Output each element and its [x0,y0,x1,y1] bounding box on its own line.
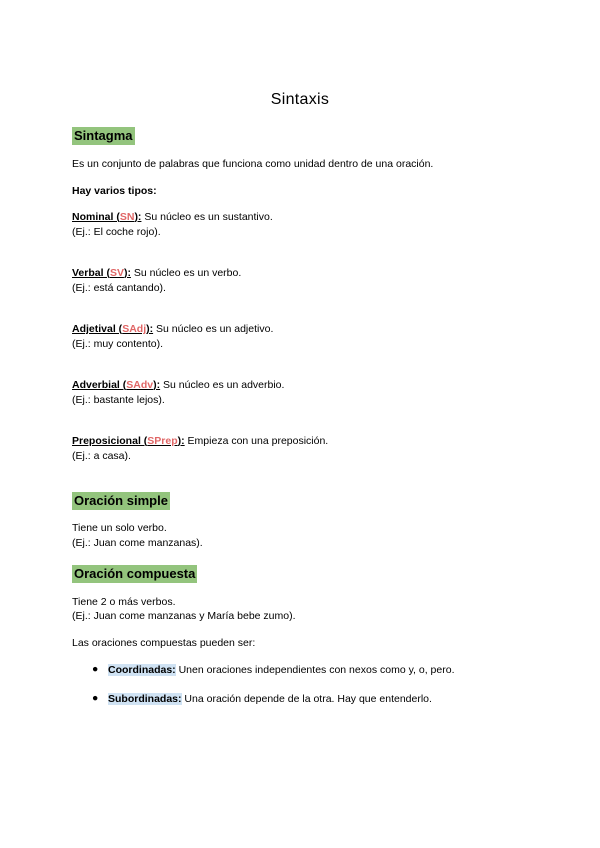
heading-oracion-simple: Oración simple [74,493,168,508]
compuesta-line2: (Ej.: Juan come manzanas y María bebe zumo). [72,610,296,622]
types-intro: Hay varios tipos: [72,185,157,197]
type-preposicional: Preposicional (SPrep): Empieza con una preposición. [72,435,329,447]
example-preposicional: (Ej.: a casa). [72,450,131,462]
heading-sintagma: Sintagma [74,128,133,143]
abbr-sv: SV [109,267,124,279]
type-adjetival: Adjetival (SAdj): Su núcleo es un adjetivo. [72,323,274,335]
compuesta-line1: Tiene 2 o más verbos. [72,596,176,608]
bullet-dot: ● [92,692,99,704]
page-title: Sintaxis [270,91,330,108]
simple-line2: (Ej.: Juan come manzanas). [72,537,203,549]
abbr-sprep: SPrep [147,435,178,447]
heading-oracion-compuesta: Oración compuesta [74,566,196,581]
abbr-sn: SN [119,211,135,223]
type-verbal: Verbal (SV): Su núcleo es un verbo. [72,267,242,279]
example-adjetival: (Ej.: muy contento). [72,338,164,350]
sintagma-definition: Es un conjunto de palabras que funciona como unidad dentro de una oración. [72,158,434,170]
list-item-subordinadas: Subordinadas: Una oración depende de la otra. Hay que entenderlo. [108,693,432,705]
example-adverbial: (Ej.: bastante lejos). [72,394,165,406]
abbr-sadv: SAdv [126,379,154,391]
example-verbal: (Ej.: está cantando). [72,282,166,294]
type-adverbial: Adverbial (SAdv): Su núcleo es un adverbio. [72,379,285,391]
example-nominal: (Ej.: El coche rojo). [72,226,161,238]
type-nominal: Nominal (SN): Su núcleo es un sustantivo. [72,211,273,223]
list-item-coordinadas: Coordinadas: Unen oraciones independientes con nexos como y, o, pero. [108,664,455,676]
simple-line1: Tiene un solo verbo. [72,522,167,534]
compuesta-intro: Las oraciones compuestas pueden ser: [72,637,256,649]
bullet-dot: ● [92,663,99,675]
abbr-sadj: SAdj [122,323,147,335]
